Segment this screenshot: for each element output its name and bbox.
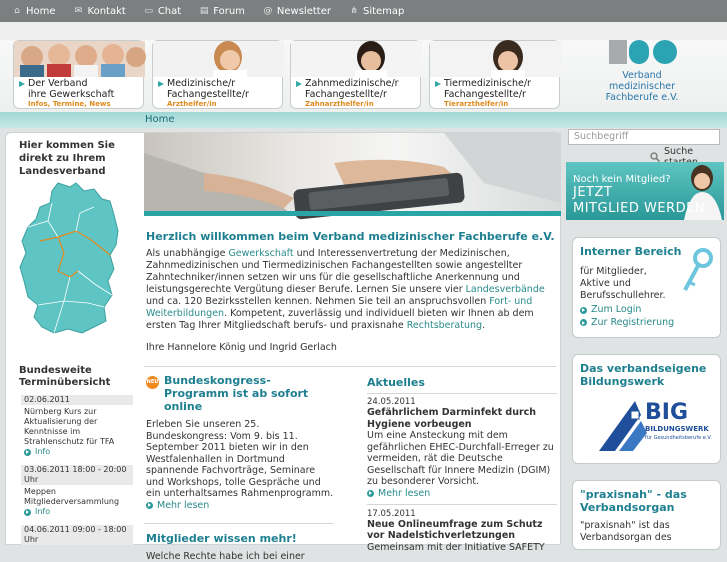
main-panel	[5, 132, 561, 545]
hero-image	[144, 133, 561, 216]
kongress-section	[144, 374, 334, 562]
bildungswerk-title: Das verbandseigene Bildungswerk	[573, 355, 720, 388]
divider	[144, 523, 334, 524]
news-section	[367, 374, 557, 553]
intern-title: Interner Bereich	[573, 238, 720, 258]
login-link[interactable]: Zum Login	[573, 304, 720, 317]
register-link[interactable]: Zur Registrierung	[573, 317, 720, 330]
card-subtitle: Zahnarzthelfer/in	[305, 100, 374, 108]
kongress-title[interactable]: Bundeskongress-Programm ist ab sofort online	[144, 374, 334, 413]
event-text: Meppen Mitgliederversammlung	[21, 487, 133, 507]
germany-map[interactable]	[18, 181, 122, 336]
welcome-text: Als unabhängige Gewerkschaft und Interessenvertretung der Medizinischen, Zahnmedizinischen und Tiermedizinischen Fachangestellten sowie angestellter Zahntechniker/innen setzen wir uns für die gesellschaftliche Anerkennung und leistungsgerechte Vergütung dieser Berufe. Lernen Sie unsere vier Landesverbände und ca. 120 Bezirksstellen kennen. Nehmen Sie teil an anspruchsvollen Fort- und Weiterbildungen. Kompetent, zuverlässig und individuell bieten wir Ihnen ab dem ersten Tag Ihrer Mitgliedschaft berufs- und praxisnahe Rechtsberatung.	[146, 248, 550, 332]
card-subtitle: Infos, Termine, News	[28, 100, 111, 108]
welcome-title: Herzlich willkommen beim Verband medizinischer Fachberufe e.V.	[146, 230, 555, 243]
mitglieder-text: Welche Rechte habe ich bei einer	[144, 551, 334, 562]
nav-home-label: Home	[26, 6, 56, 17]
magnifier-icon	[650, 152, 660, 162]
card-verband[interactable]	[13, 40, 144, 109]
link-landesverbaende[interactable]: Landesverbände	[466, 284, 545, 295]
praxisnah-text: "praxisnah" ist das Verbandsorgan des	[573, 520, 720, 544]
calculator-photo	[144, 133, 561, 216]
mail-icon: ✉	[74, 7, 84, 16]
hero-accent-bar	[144, 211, 561, 216]
event-item	[21, 525, 133, 547]
event-text: Nürnberg Kurs zur Aktualisierung der Kenntnisse im Strahlenschutz für TFA	[21, 407, 133, 447]
nav-chat[interactable]	[144, 6, 181, 17]
card-mfa[interactable]	[152, 40, 283, 109]
news-title: Aktuelles	[367, 376, 557, 389]
welcome-signature: Ihre Hannelore König und Ingrid Gerlach	[146, 342, 337, 353]
banner-question: Noch kein Mitglied?	[573, 174, 671, 185]
logo-mark-icon	[609, 40, 689, 66]
intern-box	[572, 237, 721, 338]
chat-icon: ▭	[144, 7, 154, 16]
big-logo-line1: BILDUNGSWERK	[645, 425, 709, 433]
news-more-link[interactable]: Mehr lesen	[367, 488, 557, 499]
card-subtitle: Arzthelfer/in	[167, 100, 217, 108]
nav-newsletter-label: Newsletter	[277, 6, 331, 17]
nav-kontakt-label: Kontakt	[88, 6, 126, 17]
news-headline[interactable]: Gefährlichem Darminfekt durch Hygiene vorbeugen	[367, 407, 557, 430]
arrow-bullet-icon	[580, 307, 587, 314]
card-title: Der Verband ihre Gewerkschaft	[28, 78, 143, 100]
header	[0, 22, 727, 112]
left-column	[6, 133, 143, 546]
big-logo-line2: für Gesundheitsberufe e.V.	[645, 435, 712, 441]
card-arrow-icon	[158, 81, 164, 87]
arrow-bullet-icon	[24, 509, 31, 516]
group-photo	[14, 41, 145, 77]
event-date: 02.06.2011	[21, 395, 133, 405]
card-subtitle: Tierarzthelfer/in	[444, 100, 508, 108]
big-logo	[595, 393, 705, 455]
search-input[interactable]: Suchbegriff	[568, 129, 720, 145]
event-date: 04.06.2011 09:00 - 18:00 Uhr	[21, 525, 133, 545]
nav-forum-label: Forum	[213, 6, 245, 17]
forum-icon: ▤	[199, 7, 209, 16]
big-logo-text: BIG	[645, 400, 688, 425]
card-arrow-icon	[19, 81, 25, 87]
intern-text: für Mitglieder, Aktive und Berufsschullehrer.	[573, 266, 673, 302]
arrow-bullet-icon	[580, 319, 587, 326]
termin-heading: Bundesweite Terminübersicht	[19, 365, 139, 389]
breadcrumb-home[interactable]: Home	[145, 114, 175, 125]
breadcrumb-bar	[0, 112, 727, 128]
kongress-text: Erleben Sie unseren 25. Bundeskongress: Vom 9. bis 11. September 2011 bieten wir in den Westfalenhallen in Dortmund spannende Fachvorträge, Seminare und Workshops, tolle Gespräche und ein unterhaltsames Rahmenprogramm.	[144, 419, 334, 500]
divider	[144, 366, 556, 367]
nav-forum[interactable]	[199, 6, 245, 17]
nav-newsletter[interactable]	[263, 6, 331, 17]
arrow-bullet-icon	[24, 449, 31, 456]
nav-sitemap[interactable]	[349, 6, 404, 17]
mitglieder-title[interactable]: Mitglieder wissen mehr!	[144, 532, 334, 545]
woman-photo	[291, 41, 422, 77]
card-zfa[interactable]	[290, 40, 421, 109]
logo-text: Verband medizinischer Fachberufe e.V.	[589, 70, 695, 103]
arrow-bullet-icon	[146, 502, 153, 509]
at-icon: @	[263, 7, 273, 16]
home-icon: ⌂	[12, 7, 22, 16]
news-headline[interactable]: Neue Onlineumfrage zum Schutz vor Nadelstichverletzungen	[367, 519, 557, 542]
kongress-more-link[interactable]: Mehr lesen	[144, 500, 334, 511]
nav-kontakt[interactable]	[74, 6, 126, 17]
event-info-link[interactable]: Info	[21, 447, 133, 457]
praxisnah-box[interactable]	[572, 480, 721, 550]
event-item	[21, 395, 133, 457]
card-arrow-icon	[296, 81, 302, 87]
card-tfa[interactable]	[429, 40, 560, 109]
link-gewerkschaft[interactable]: Gewerkschaft	[228, 248, 293, 259]
link-rechtsberatung[interactable]: Rechtsberatung	[407, 320, 482, 331]
woman-photo	[430, 41, 561, 77]
nav-home[interactable]	[12, 6, 56, 17]
praxisnah-title: "praxisnah" - das Verbandsorgan	[573, 481, 720, 514]
card-title: Medizinische/r Fachangestellte/r	[167, 78, 282, 100]
nav-chat-label: Chat	[158, 6, 181, 17]
card-arrow-icon	[435, 81, 441, 87]
divider	[367, 504, 557, 505]
key-icon	[679, 248, 715, 292]
event-item	[21, 465, 133, 517]
membership-banner[interactable]	[566, 162, 724, 220]
new-badge-icon: NEU	[146, 376, 159, 389]
banner-line2: MITGLIED WERDEN	[573, 202, 705, 215]
card-title: Zahnmedizinische/r Fachangestellte/r	[305, 78, 420, 100]
vmf-logo[interactable]	[585, 38, 695, 98]
arrow-bullet-icon	[367, 490, 374, 497]
top-navigation	[0, 0, 727, 22]
news-text: Um eine Ansteckung mit dem gefährlichen EHEC-Durchfall-Erreger zu vermeiden, rät die Deutsche Gesellschaft für Innere Medizin (DGIM) zu besonderer Vorsicht.	[367, 430, 557, 488]
card-title: Tiermedizinische/r Fachangestellte/r	[444, 78, 559, 100]
link-weiterbildungen[interactable]: Fort- und Weiterbildungen	[146, 296, 532, 319]
event-info-link[interactable]: Info	[21, 507, 133, 517]
news-date: 24.05.2011	[367, 397, 557, 407]
news-text: Gemeinsam mit der Initiative SAFETY	[367, 542, 557, 554]
divider	[367, 393, 557, 394]
event-date: 03.06.2011 18:00 - 20:00 Uhr	[21, 465, 133, 485]
banner-line1: JETZT	[573, 186, 612, 199]
news-date: 17.05.2011	[367, 509, 557, 519]
landesverband-heading: Hier kommen Sie direkt zu Ihrem Landesverband	[19, 139, 137, 178]
bildungswerk-box[interactable]	[572, 354, 721, 464]
nav-sitemap-label: Sitemap	[363, 6, 404, 17]
sitemap-icon: ⋔	[349, 7, 359, 16]
woman-photo	[153, 41, 284, 77]
search-button-label: Suche	[664, 146, 727, 168]
